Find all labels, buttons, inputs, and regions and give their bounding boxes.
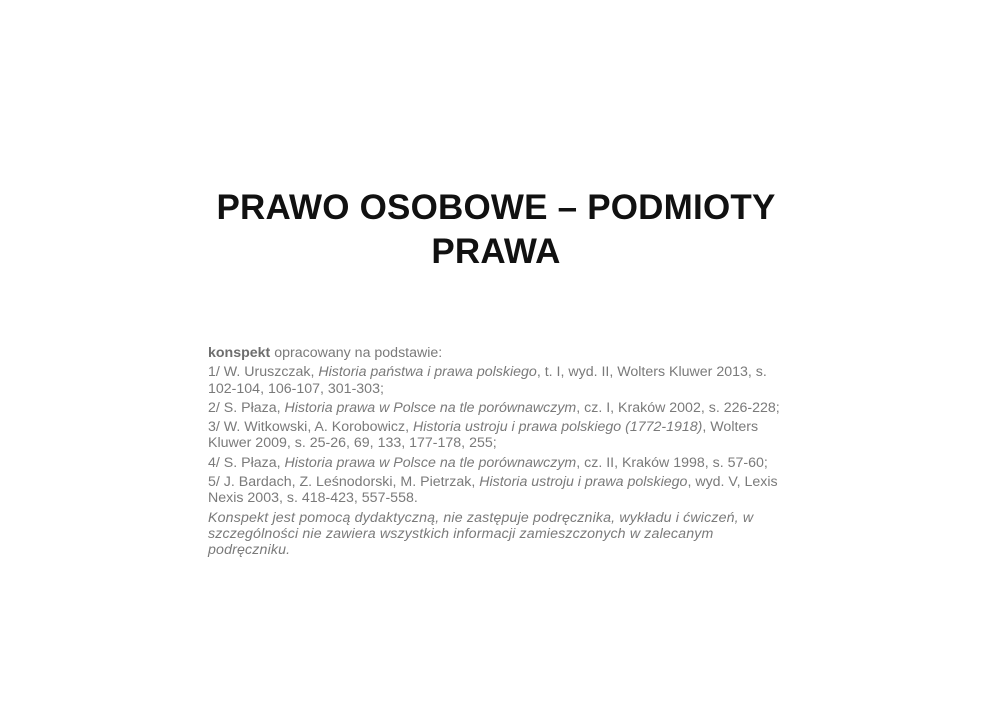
reference-title: Historia ustroju i prawa polskiego (479, 474, 688, 491)
slide-title-line-1: PRAWO OSOBOWE – PODMIOTY (216, 188, 776, 227)
reference-title: Historia prawa w Polsce na tle porównawczym (284, 454, 577, 471)
reference-item-5 (208, 474, 798, 507)
reference-details: , t. I, wyd. II, Wolters Kluwer 2013, s. 102-104, 106-107, 301-303; (208, 364, 767, 397)
intro-line (208, 345, 798, 361)
reference-authors: 4/ S. Płaza, (208, 454, 285, 471)
reference-item-2 (208, 400, 798, 416)
intro-rest: opracowany na podstawie: (270, 345, 443, 361)
reference-details: , wyd. V, Lexis Nexis 2003, s. 418-423, 557-558. (208, 474, 778, 507)
disclaimer-note: Konspekt jest pomocą dydaktyczną, nie zastępuje podręcznika, wykładu i ćwiczeń, w szczególności nie zawiera wszystkich informacji zamieszczonych w zalecanym podręczniku. (208, 509, 754, 559)
reference-item-1 (208, 364, 798, 397)
reference-details: , cz. I, Kraków 2002, s. 226-228; (576, 399, 780, 416)
reference-authors: 2/ S. Płaza, (208, 399, 285, 416)
reference-title: Historia ustroju i prawa polskiego (1772-1918) (412, 419, 703, 436)
reference-title: Historia prawa w Polsce na tle porównawczym (284, 399, 577, 416)
reference-authors: 3/ W. Witkowski, A. Korobowicz, (208, 419, 413, 436)
reference-authors: 1/ W. Uruszczak, (208, 364, 319, 381)
reference-details: , Wolters Kluwer 2009, s. 25-26, 69, 133, 177-178, 255; (208, 419, 759, 452)
slide-body (208, 345, 798, 559)
reference-details: , cz. II, Kraków 1998, s. 57-60; (576, 454, 768, 471)
slide-title-line-2: PRAWA (431, 232, 561, 271)
slide-title (150, 186, 842, 274)
reference-item-4 (208, 455, 798, 471)
reference-title: Historia państwa i prawa polskiego (318, 364, 537, 381)
reference-item-3 (208, 419, 798, 452)
intro-bold: konspekt (208, 345, 271, 361)
reference-authors: 5/ J. Bardach, Z. Leśnodorski, M. Pietrzak, (208, 474, 480, 491)
